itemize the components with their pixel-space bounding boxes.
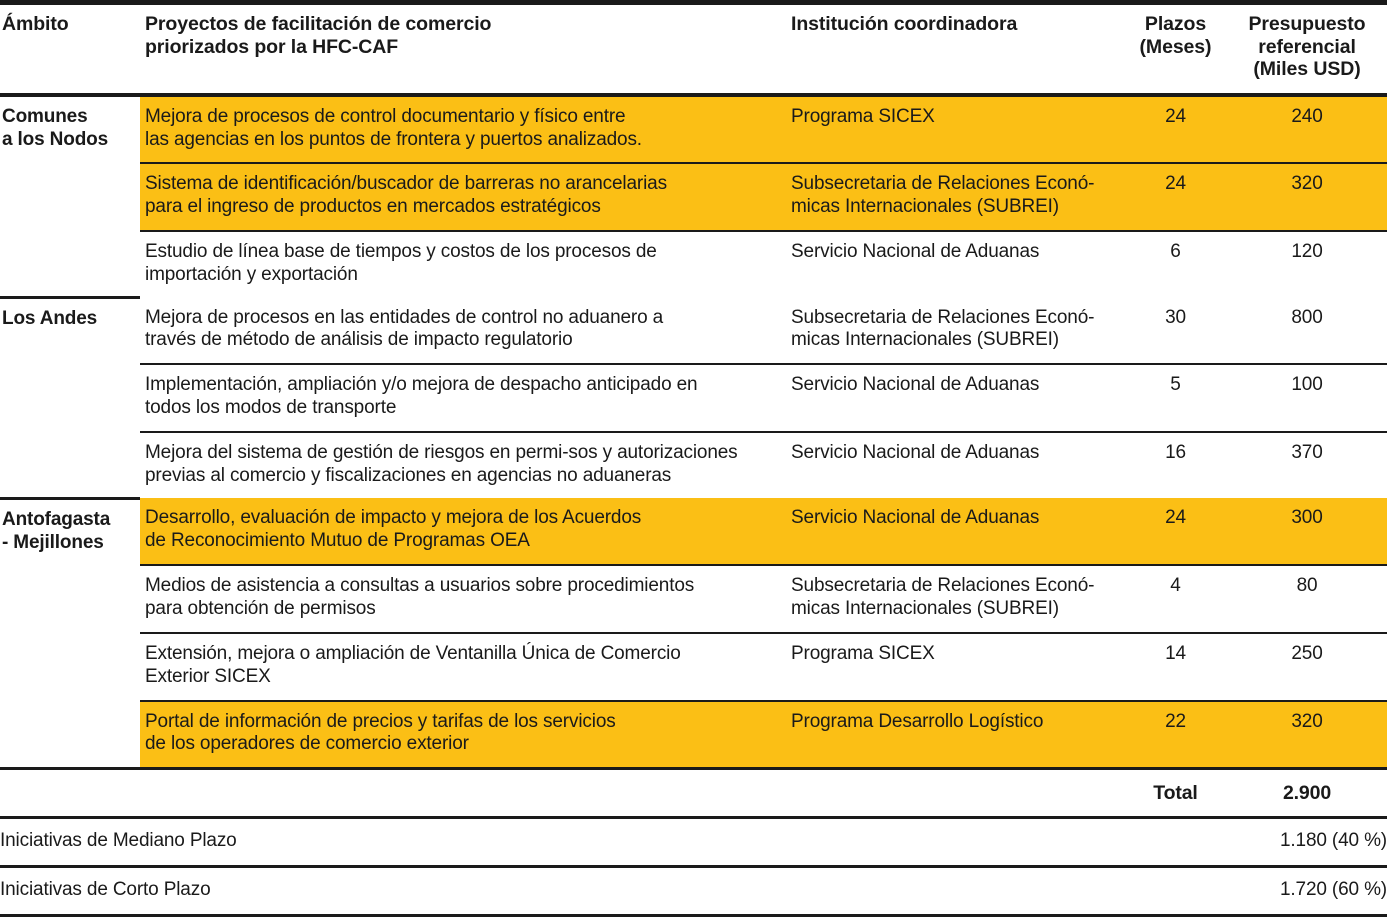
cell-proyecto-line1: Sistema de identificación/buscador de barreras no arancelarias	[145, 173, 667, 195]
cell-institucion-line1: Servicio Nacional de Aduanas	[791, 441, 1040, 463]
cell-institucion-line1: Subsecretaria de Relaciones Econó-	[791, 306, 1095, 328]
summary-row	[0, 818, 1387, 867]
table-row	[0, 701, 1387, 769]
cell-presupuesto: 300	[1235, 498, 1387, 565]
cell-plazos: 5	[1130, 364, 1235, 432]
cell-proyecto-line2: todos los modos de transporte	[145, 397, 397, 418]
cell-presupuesto: 80	[1235, 565, 1387, 633]
column-header-proyectos	[140, 5, 785, 95]
summary-body	[0, 818, 1387, 916]
cell-proyecto-line2: de Reconocimiento Mutuo de Programas OEA	[145, 530, 530, 552]
cell-ambito	[0, 231, 140, 298]
cell-ambito	[0, 95, 140, 164]
column-header-plazos-line1: Plazos	[1144, 13, 1207, 35]
cell-proyecto-line1: Mejora del sistema de gestión de riesgos en permi-sos y autorizaciones	[145, 441, 738, 463]
cell-institucion	[785, 432, 1130, 499]
table-header	[0, 5, 1387, 95]
cell-institucion-line2: micas Internacionales (SUBREI)	[791, 329, 1059, 351]
header-row	[0, 5, 1387, 95]
cell-proyecto	[140, 498, 785, 565]
column-header-presupuesto	[1235, 5, 1387, 95]
cell-institucion-line2: micas Internacionales (SUBREI)	[791, 598, 1059, 620]
cell-proyecto-line1: Mejora de procesos de control documentario y físico entre	[145, 105, 626, 127]
cell-ambito-line1: Los Andes	[2, 308, 98, 330]
cell-proyecto-line1: Mejora de procesos en las entidades de control no aduanero a	[145, 306, 664, 328]
cell-ambito	[0, 565, 140, 633]
cell-institucion	[785, 701, 1130, 769]
cell-ambito	[0, 701, 140, 769]
cell-institucion	[785, 231, 1130, 298]
table-row	[0, 298, 1387, 365]
cell-institucion-line1: Subsecretaria de Relaciones Econó-	[791, 173, 1095, 195]
table-row	[0, 95, 1387, 164]
cell-institucion	[785, 498, 1130, 565]
cell-institucion	[785, 364, 1130, 432]
column-header-presupuesto-line2: referencial	[1258, 35, 1356, 58]
cell-institucion-line1: Programa SICEX	[791, 643, 935, 665]
cell-presupuesto: 100	[1235, 364, 1387, 432]
cell-proyecto	[140, 565, 785, 633]
cell-ambito	[0, 633, 140, 701]
cell-proyecto	[140, 701, 785, 769]
cell-proyecto-line2: las agencias en los puntos de frontera y puertos analizados.	[145, 128, 642, 150]
cell-ambito	[0, 163, 140, 231]
cell-ambito-line2: - Mejillones	[2, 531, 104, 553]
cell-ambito	[0, 298, 140, 365]
cell-plazos: 30	[1165, 306, 1186, 328]
column-header-institucion: Institución coordinadora	[785, 5, 1130, 95]
cell-plazos: 14	[1130, 633, 1235, 701]
cell-presupuesto: 800	[1291, 306, 1323, 328]
cell-ambito-line1: Comunes	[2, 105, 88, 127]
cell-total-spacer-proyecto	[140, 769, 785, 819]
cell-proyecto	[140, 432, 785, 499]
total-row	[0, 769, 1387, 819]
summary-label: Iniciativas de Corto Plazo	[0, 866, 1150, 915]
table-row	[0, 231, 1387, 298]
table-row	[0, 432, 1387, 499]
column-header-plazos-line2: (Meses)	[1139, 35, 1212, 58]
cell-total-spacer-institucion	[785, 769, 1130, 819]
cell-institucion-line1: Servicio Nacional de Aduanas	[791, 241, 1040, 263]
cell-ambito	[0, 364, 140, 432]
cell-institucion	[785, 565, 1130, 633]
cell-institucion-line1: Servicio Nacional de Aduanas	[791, 374, 1040, 396]
cell-presupuesto: 320	[1235, 163, 1387, 231]
cell-presupuesto: 370	[1235, 432, 1387, 499]
column-header-ambito: Ámbito	[0, 5, 140, 95]
table-row	[0, 565, 1387, 633]
total-label: Total	[1130, 769, 1235, 819]
cell-proyecto-line2: previas al comercio y fiscalizaciones en agencias no aduaneras	[145, 464, 672, 486]
table-row	[0, 633, 1387, 701]
cell-presupuesto: 240	[1235, 95, 1387, 164]
cell-plazos: 6	[1130, 231, 1235, 298]
table-row	[0, 163, 1387, 231]
table-body	[0, 95, 1387, 819]
cell-ambito	[0, 432, 140, 499]
cell-plazos: 16	[1130, 432, 1235, 499]
cell-presupuesto: 320	[1235, 701, 1387, 769]
cell-institucion-line1: Subsecretaria de Relaciones Econó-	[791, 575, 1095, 597]
cell-plazos: 22	[1130, 701, 1235, 769]
cell-proyecto	[140, 364, 785, 432]
column-header-presupuesto-line1: Presupuesto	[1248, 13, 1366, 35]
cell-proyecto-line1: Portal de información de precios y tarifas de los servicios	[145, 710, 616, 732]
cell-proyecto-line2: importación y exportación	[145, 263, 358, 285]
summary-value: 1.720 (60 %)	[1150, 866, 1387, 915]
cell-proyecto	[140, 231, 785, 298]
cell-plazos: 24	[1130, 163, 1235, 231]
column-header-proyectos-line1: Proyectos de facilitación de comercio	[145, 13, 492, 35]
table-row	[0, 364, 1387, 432]
cell-institucion	[785, 163, 1130, 231]
cell-institucion-line1: Programa SICEX	[791, 105, 935, 127]
main-table	[0, 5, 1387, 819]
cell-proyecto-line2: para obtención de permisos	[145, 598, 376, 620]
cell-plazos: 4	[1130, 565, 1235, 633]
cell-presupuesto: 120	[1235, 231, 1387, 298]
cell-institucion-line1: Servicio Nacional de Aduanas	[791, 507, 1040, 529]
cell-proyecto	[140, 163, 785, 231]
cell-ambito	[0, 498, 140, 565]
summary-label: Iniciativas de Mediano Plazo	[0, 818, 1150, 867]
total-value: 2.900	[1235, 769, 1387, 819]
cell-proyecto-line1: Implementación, ampliación y/o mejora de despacho anticipado en	[145, 374, 698, 396]
cell-proyecto-line2: Exterior SICEX	[145, 665, 271, 687]
cell-total-spacer-ambito	[0, 769, 140, 819]
table-row	[0, 498, 1387, 565]
column-header-presupuesto-line3: (Miles USD)	[1253, 58, 1361, 81]
column-header-plazos	[1130, 5, 1235, 95]
cell-proyecto-line1: Medios de asistencia a consultas a usuarios sobre procedimientos	[145, 575, 695, 597]
cell-proyecto	[140, 95, 785, 164]
cell-institucion-line2: micas Internacionales (SUBREI)	[791, 196, 1059, 218]
summary-row	[0, 866, 1387, 915]
cell-proyecto-line1: Estudio de línea base de tiempos y costos de los procesos de	[145, 241, 657, 263]
cell-presupuesto: 250	[1235, 633, 1387, 701]
cell-proyecto	[140, 298, 785, 365]
cell-plazos: 24	[1130, 95, 1235, 164]
summary-table	[0, 816, 1387, 917]
cell-plazos: 24	[1130, 498, 1235, 565]
cell-institucion	[785, 95, 1130, 164]
cell-ambito-line1: Antofagasta	[2, 508, 111, 530]
cell-proyecto	[140, 633, 785, 701]
cell-proyecto-line2: de los operadores de comercio exterior	[145, 733, 469, 755]
cell-proyecto-line1: Extensión, mejora o ampliación de Ventanilla Única de Comercio	[145, 643, 681, 665]
cell-institucion-line1: Programa Desarrollo Logístico	[791, 710, 1044, 732]
cell-institucion	[785, 298, 1130, 365]
cell-institucion	[785, 633, 1130, 701]
cell-proyecto-line1: Desarrollo, evaluación de impacto y mejora de los Acuerdos	[145, 507, 642, 529]
cell-proyecto-line2: través de método de análisis de impacto regulatorio	[145, 329, 573, 351]
cell-proyecto-line2: para el ingreso de productos en mercados estratégicos	[145, 196, 601, 218]
cell-ambito-line2: a los Nodos	[2, 128, 109, 150]
summary-value: 1.180 (40 %)	[1150, 818, 1387, 867]
column-header-proyectos-line2: priorizados por la HFC-CAF	[145, 35, 399, 58]
